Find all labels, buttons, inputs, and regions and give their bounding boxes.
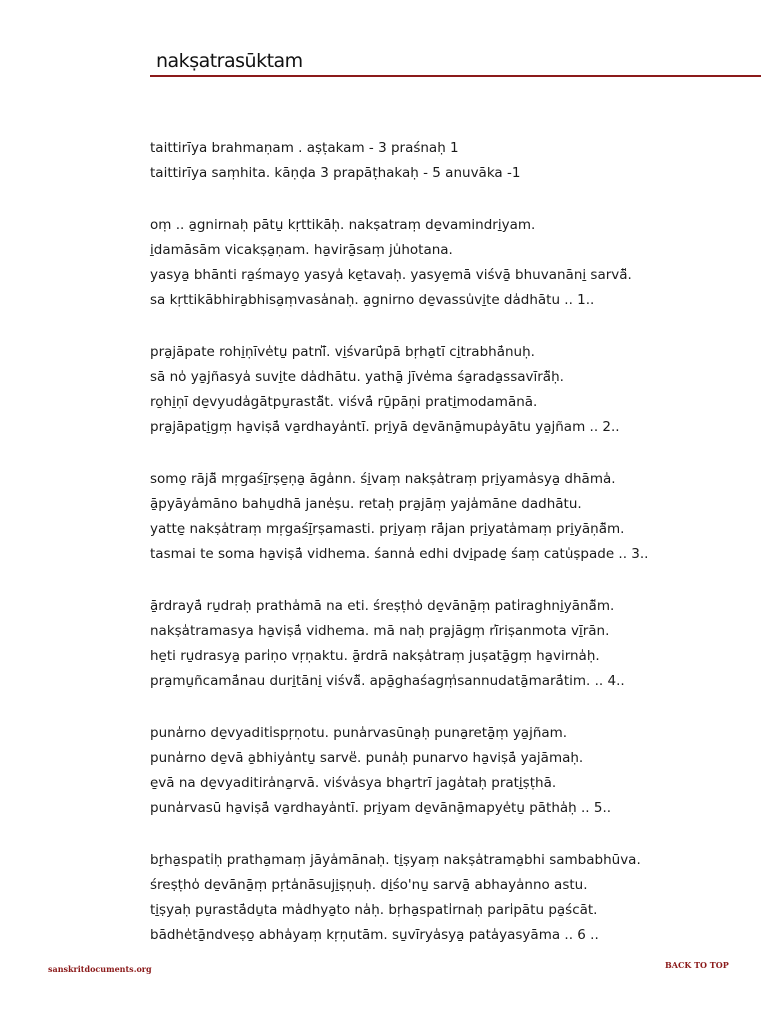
verse-line: i̱damāsām vicakṣa̱ṇam. ha̱virā̱saṃ ju̍hotana. <box>150 242 453 258</box>
verse-line: bādhe̍tā̱ndveṣo̱ abha̍yaṃ kṛṇutām. su̱vīrya̍sya̱ pata̍yasyāma .. 6 .. <box>150 927 599 943</box>
verse-line: śreṣṭho̍ de̱vānā̱ṃ pṛta̍nāsuji̱ṣṇuḥ. di̱śo'nu̱ sarvā̱ abhaya̍nno astu. <box>150 877 588 893</box>
verse-line: ti̱ṣyaḥ pu̱rastā̍du̱ta ma̍dhya̱to na̍ḥ. bṛha̱spati̍rnaḥ pari̍pātu pa̱ścāt. <box>150 902 598 918</box>
verse-stanza <box>150 467 750 567</box>
verse-stanza <box>150 594 750 694</box>
verse-line: nakṣa̍tramasya ha̱viṣā̍ vidhema. mā naḥ pra̱jāgṃ rī̍riṣanmota vī̱rān. <box>150 623 610 639</box>
source-line: taittirīya saṃhita. kāṇḍa 3 prapāṭhakaḥ - 5 anuvāka -1 <box>150 165 521 181</box>
verse-line: pra̱jāpati̱gṃ ha̱viṣā̍ va̱rdhaya̍ntī. pri̱yā de̱vānā̱mupa̍yātu ya̱jñam .. 2.. <box>150 419 620 435</box>
verse-line: puna̍rno de̱vyaditi̍spṛṇotu. puna̍rvasūna̱ḥ puna̱retā̱ṃ ya̱jñam. <box>150 725 568 741</box>
verse-stanza <box>150 213 750 313</box>
verse-line: puna̍rno de̱vā a̱bhiya̍ntu̱ sarve̎. puna̍ḥ punarvo ha̱viṣā̍ yajāmaḥ. <box>150 750 584 766</box>
verse-line: he̱ti ru̱drasya̱ pari̍ṇo vṛṇaktu. ā̱rdrā nakṣa̍traṃ juṣatā̱gṃ ha̱virna̍ḥ. <box>150 648 600 664</box>
verse-line: yatte̱ nakṣa̍traṃ mṛgaśī̱rṣamasti. pri̱yaṃ rā̍jan pri̱yata̍maṃ pri̱yāṇā̎m. <box>150 521 625 537</box>
verse-line: puna̍rvasū ha̱viṣā̍ va̱rdhaya̍ntī. pri̱yam de̱vānā̱mapye̍tu̱ pātha̍ḥ .. 5.. <box>150 800 612 816</box>
verse-line: ā̱pyāya̍māno bahu̱dhā jane̍ṣu. retaḥ pra̱jāṃ yaja̍māne dadhātu. <box>150 496 582 512</box>
verse-stanza <box>150 340 750 440</box>
verse-line: somo̱ rājā̎ mṛgaśī̱rṣe̱ṇa̱ āga̍nn. śi̱vaṃ nakṣa̍traṃ pri̱yama̍sya̱ dhāma̍. <box>150 471 616 487</box>
verse-line: ro̱hi̱ṇī de̱vyuda̍gātpu̱rastā̎t. viśvā̍ rū̱pāṇi prati̱modamānā. <box>150 394 538 410</box>
verse-line: sā no̍ ya̱jñasya̍ suvi̱te da̍dhātu. yathā̱ jīve̍ma śa̱rada̱ssavīrā̎ḥ. <box>150 369 564 385</box>
verse-line: pra̱mu̱ñcamā̍nau duri̱tāni̱ viśvā̎. apā̱ghaśagṃ̍sannudatā̱marā̍tim. .. 4.. <box>150 673 625 689</box>
page-title: nakṣatrasūktam <box>156 50 303 72</box>
verse-stanza <box>150 721 750 821</box>
source-line: taittirīya brahmaṇam . aṣṭakam - 3 praśnaḥ 1 <box>150 140 459 156</box>
verse-stanza <box>150 848 750 948</box>
verse-line: sa kṛttikābhira̱bhisa̱ṃvasa̍naḥ. a̱gnirno de̱vassu̍vi̱te da̍dhātu .. 1.. <box>150 292 595 308</box>
source-header <box>150 136 750 186</box>
verse-line: e̱vā na de̱vyaditira̍na̱rvā. viśva̍sya bha̱rtrī jaga̍taḥ prati̱ṣṭhā. <box>150 775 557 791</box>
verse-line: yasya̱ bhānti ra̱śmayo̱ yasya̍ ke̱tavaḥ. yasye̱mā viśvā̱ bhuvanāni̱ sarvā̎. <box>150 267 632 283</box>
document-body <box>150 136 750 975</box>
back-to-top-link[interactable]: BACK TO TOP <box>665 960 729 970</box>
title-divider <box>150 75 761 77</box>
verse-line: bṛ̱ha̱spati̍ḥ pratha̱maṃ jāya̍mānaḥ. ti̱ṣyaṃ nakṣa̍trama̱bhi sambabhūva. <box>150 852 641 868</box>
verse-line: pra̱jāpate rohi̱ṇīve̍tu̱ patnī̎. vi̱śvarū̍pā bṛha̱tī ci̱trabhā̍nuḥ. <box>150 344 535 360</box>
verse-line: oṃ .. a̱gnirnaḥ pātu̱ kṛttikāḥ. nakṣatraṃ de̱vamindri̱yam. <box>150 217 536 233</box>
verse-line: ā̱rdrayā̍ ru̱draḥ pratha̍mā na eti. śreṣṭho̍ de̱vānā̱ṃ pati̍raghni̱yānā̎m. <box>150 598 615 614</box>
verse-line: tasmai te soma ha̱viṣā̍ vidhema. śanna̍ edhi dvi̱pade̱ śaṃ catu̍ṣpade .. 3.. <box>150 546 649 562</box>
site-footer-link[interactable]: sanskritdocuments.org <box>48 964 152 974</box>
